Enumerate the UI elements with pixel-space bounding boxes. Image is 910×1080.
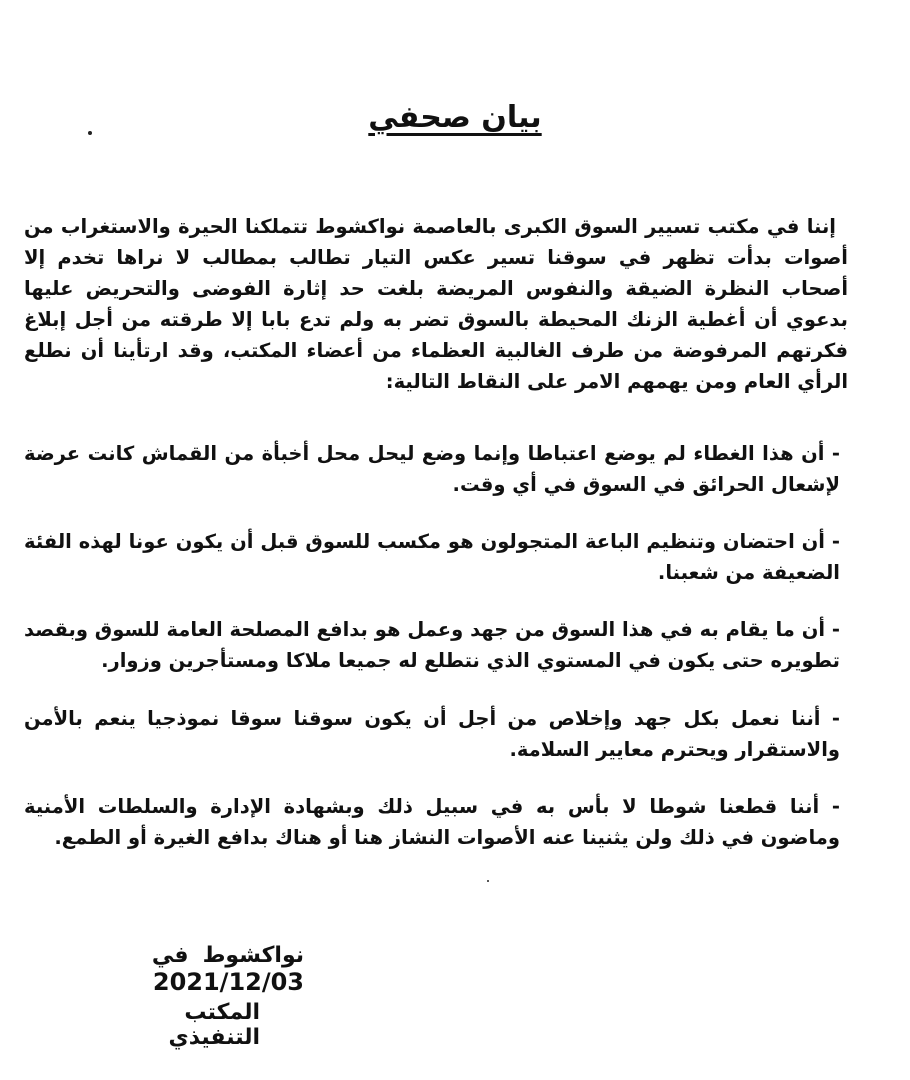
point-2: - أن احتضان وتنظيم الباعة المتجولون هو مكسب للسوق قبل أن يكون عونا لهذه الفئة الضعيفة من شعبنا. — [24, 530, 840, 584]
point-5: - أننا قطعنا شوطا لا بأس به في سبيل ذلك وبشهادة الإدارة والسلطات الأمنية وماضون في ذلك ولن يثنينا عنه الأصوات النشاز هنا أو هناك بدافع الغيرة أو الطمع. — [24, 795, 840, 849]
point-3: - أن ما يقام به في هذا السوق من جهد وعمل هو بدافع المصلحة العامة للسوق وبقصد تطويره حتى يكون في المستوي الذي نتطلع له جميعا ملاكا ومستأجرين وزوار. — [24, 618, 840, 672]
point-1: - أن هذا الغطاء لم يوضع اعتباطا وإنما وضع ليحل محل أخبأة من القماش كانت عرضة لإشعال الحرائق في السوق في أي وقت. — [24, 442, 840, 496]
intro-paragraph: إننا في مكتب تسيير السوق الكبرى بالعاصمة نواكشوط تتملكنا الحيرة والاستغراب من أصوات بدأت تظهر في سوقنا تسير عكس التيار تطالب بمطالب لا نراها تخدم إلا أصحاب النظرة الضيقة والنفوس المريضة بلغت حد إثارة الفوضى والتحريض عليها بدعوي أن أغطية الزنك المحيطة بالسوق تضر به ولم تدع بابا إلا طرقته من أجل إبلاغ فكرتهم المرفوضة من طرف الغالبية العظماء من أعضاء المكتب، وقد ارتأينا أن نطلع الرأي العام ومن يهمهم الامر على النقاط التالية: — [24, 215, 848, 393]
scan-speck — [487, 880, 489, 882]
signature-office: المكتب التنفيذي — [168, 1000, 260, 1050]
point-4: - أننا نعمل بكل جهد وإخلاص من أجل أن يكون سوقنا سوقا نموذجيا ينعم بالأمن والاستقرار ويحترم معايير السلامة. — [24, 707, 840, 761]
document-title: بيان صحفي — [368, 100, 542, 135]
scan-speck — [88, 131, 92, 135]
signature-date-prefix: في — [151, 943, 189, 968]
signature-place-date — [14, 943, 304, 996]
signature-date: 2021/12/03 — [152, 968, 304, 996]
signature-place: نواكشوط — [202, 943, 304, 968]
